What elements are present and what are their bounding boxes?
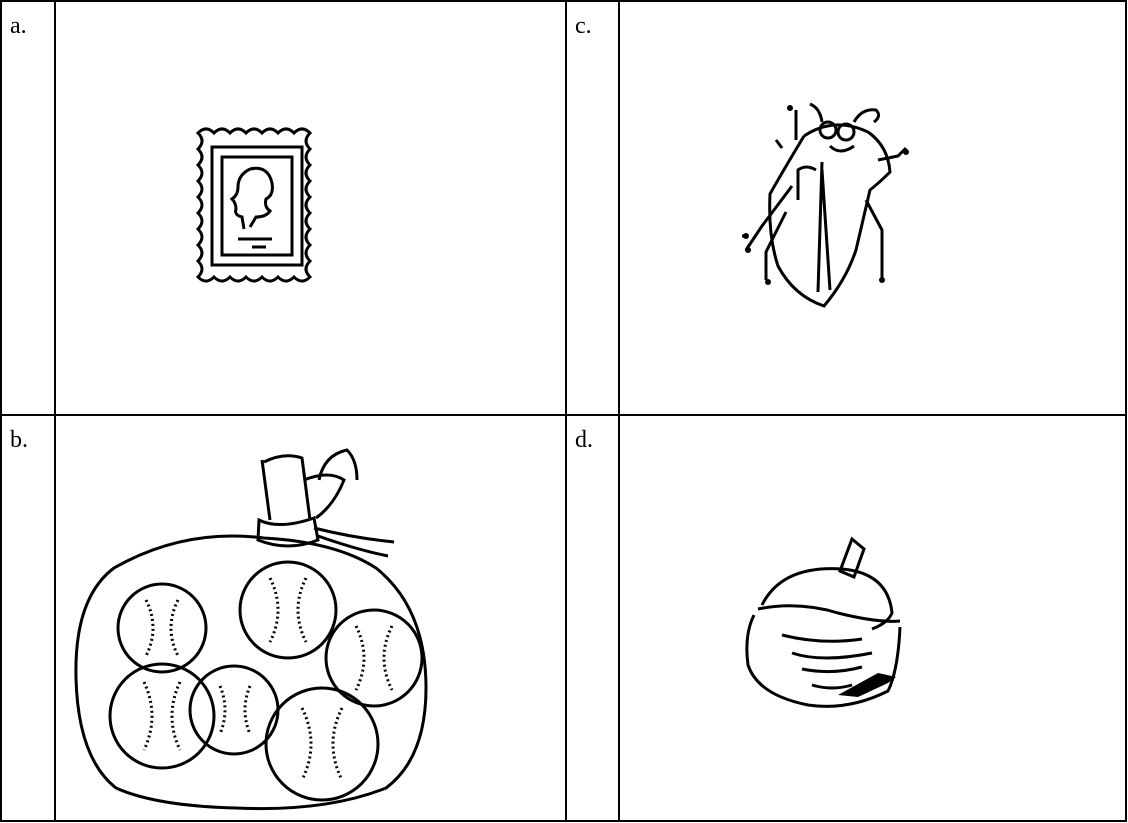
postage-stamp-icon: [192, 127, 322, 287]
spinning-top-icon: [742, 535, 907, 710]
label-b: b.: [10, 427, 28, 453]
label-d: d.: [575, 427, 593, 453]
beetle-bug-icon: [738, 100, 918, 315]
label-a: a.: [10, 13, 27, 39]
label-c: c.: [575, 13, 592, 39]
bag-of-baseballs-icon: [74, 450, 434, 810]
